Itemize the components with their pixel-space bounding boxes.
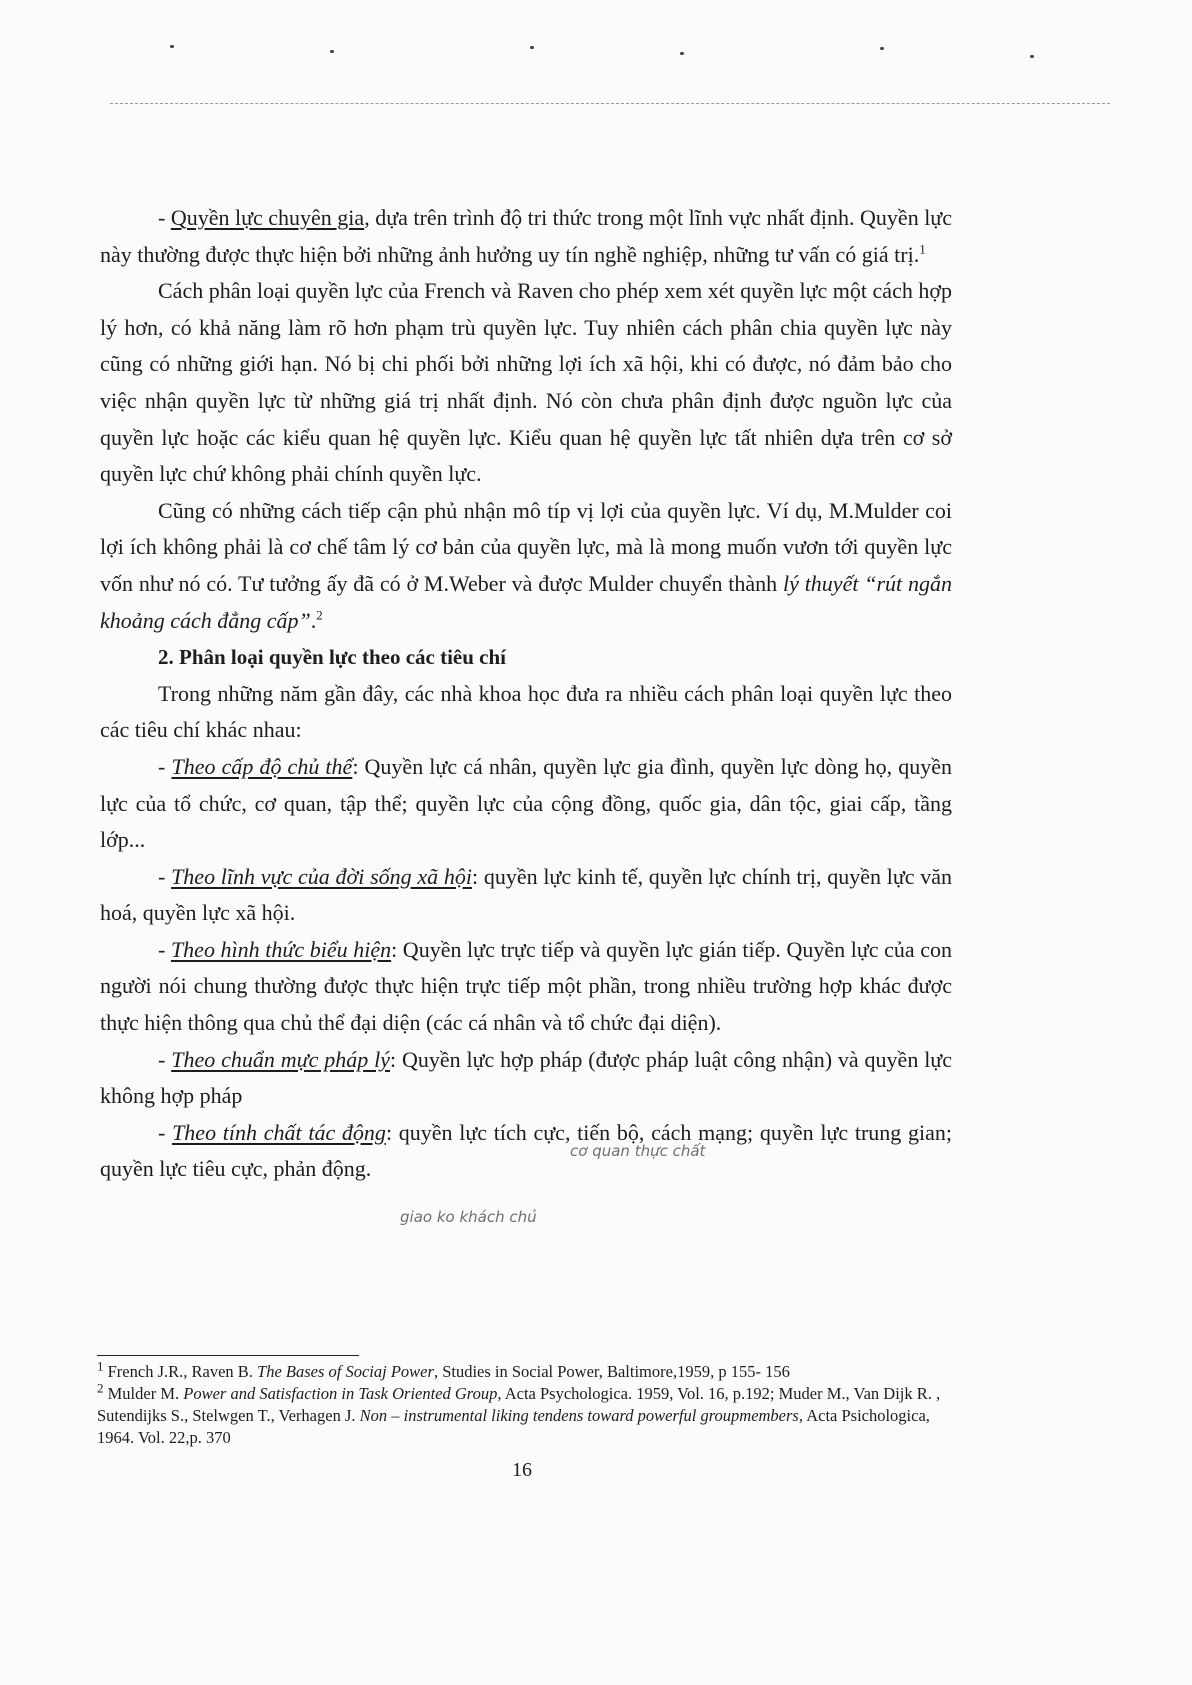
text-run: - (158, 1046, 172, 1072)
scan-speck (880, 47, 884, 50)
text-run: Trong những năm gần đây, các nhà khoa học đưa ra nhiều cách phân loại quyền lực theo các tiêu chí khác nhau: (100, 680, 952, 743)
footnote-rule (97, 1355, 359, 1356)
text-run: : Quyền lực hợp pháp (được pháp luật công nhận) và quyền lực không hợp pháp (100, 1046, 952, 1109)
text-run: . (310, 607, 317, 633)
text-run: 2. Phân loại quyền lực theo các tiêu chí (158, 645, 507, 670)
text-run: Theo tính chất tác động (172, 1119, 386, 1145)
text-run: Theo hình thức biểu hiện (170, 936, 392, 962)
scan-speck (530, 46, 534, 49)
paragraph (100, 493, 952, 639)
handwritten-note: cơ quan thực chất (570, 1142, 706, 1160)
footnote (97, 1358, 957, 1383)
text-run: - (158, 936, 171, 962)
text-run: , dựa trên trình độ tri thức trong một lĩnh vực nhất định. Quyền lực này thường được thực hiện bởi những ảnh hưởng uy tín nghề nghiệp, những tư vấn có giá trị. (100, 205, 952, 267)
text-run: - (158, 205, 171, 230)
text-run: : quyền lực tích cực, tiến bộ, cách mạng; quyền lực trung gian; quyền lực tiêu cực, phản động. (100, 1119, 953, 1182)
text-run: lý thuyết “rút ngắn khoảng cách đẳng cấp” (100, 570, 952, 633)
text-run: : quyền lực kinh tế, quyền lực chính trị, quyền lực văn hoá, quyền lực xã hội. (100, 863, 952, 926)
text-run: , Acta Psychologica. 1959, Vol. 16, p.192; Muder M., Van Dijk R. , Sutendijks S., Stelwgen T., Verhagen J. (97, 1384, 941, 1425)
text-run: Cách phân loại quyền lực của French và Raven cho phép xem xét quyền lực một cách hợp lý hơn, có khả năng làm rõ hơn phạm trù quyền lực. Tuy nhiên cách phân chia quyền lực này cũng có những giới hạn. Nó bị chi phối bởi những lợi ích xã hội, khi có được, nó đảm bảo cho việc nhận quyền lực từ những giá trị nhất định. Nó còn chưa phân định được nguồn lực của quyền lực hoặc các kiểu quan hệ quyền lực. Kiểu quan hệ quyền lực tất nhiên dựa trên cơ sở quyền lực chứ không phải chính quyền lực. (100, 278, 952, 487)
paragraph (100, 1115, 952, 1188)
text-run: - (158, 863, 172, 889)
text-run: Theo chuẩn mực pháp lý (171, 1046, 390, 1072)
text-run: , Acta Psichologica, 1964. Vol. 22,p. 370 (97, 1406, 930, 1447)
text-run: Power and Satisfaction in Task Oriented Group (183, 1384, 498, 1403)
scan-speck (170, 45, 174, 48)
scan-speck (330, 50, 334, 53)
text-run: : Quyền lực cá nhân, quyền lực gia đình, quyền lực dòng họ, quyền lực của tổ chức, cơ quan, tập thể; quyền lực của cộng đồng, quốc gia, dân tộc, giai cấp, tầng lớp... (100, 753, 953, 853)
main-text (100, 200, 952, 1188)
paragraph (100, 676, 952, 749)
footnote (97, 1380, 957, 1449)
paragraph (100, 749, 952, 859)
footnote-ref: 1 (919, 241, 926, 257)
text-run: The Bases of Sociaj Power (257, 1362, 434, 1381)
text-run: , Studies in Social Power, Baltimore,1959, p 155- 156 (433, 1362, 790, 1381)
paragraph (100, 932, 952, 1042)
text-run: Mulder M. (103, 1384, 184, 1403)
text-run: Theo lĩnh vực của đời sống xã hội (171, 863, 472, 889)
paragraph (100, 859, 952, 932)
text-run: - (158, 753, 172, 779)
scan-speck (1030, 55, 1034, 58)
paragraph (100, 200, 952, 273)
text-run: Non – instrumental liking tendens toward powerful groupmembers (359, 1406, 799, 1425)
page-number: 16 (512, 1459, 532, 1481)
text-run: French J.R., Raven B. (103, 1362, 258, 1381)
text-run: - (158, 1119, 173, 1145)
handwritten-note: giao ko khách chủ (400, 1208, 537, 1226)
header-rule (110, 103, 1110, 104)
text-run: : Quyền lực trực tiếp và quyền lực gián tiếp. Quyền lực của con người nói chung thường được thực hiện trực tiếp một phần, trong nhiều trường hợp khác được thực hiện thông qua chủ thể đại diện (các cá nhân và tổ chức đại diện). (100, 936, 953, 1036)
section-heading (100, 639, 952, 676)
paragraph (100, 1042, 952, 1115)
text-run: Quyền lực chuyên gia (170, 205, 365, 230)
footnotes (97, 1358, 957, 1449)
text-run: Theo cấp độ chủ thể (171, 753, 353, 779)
text-run: Cũng có những cách tiếp cận phủ nhận mô típ vị lợi của quyền lực. Ví dụ, M.Mulder coi lợi ích không phải là cơ chế tâm lý cơ bản của quyền lực, mà là mong muốn vươn tới quyền lực vốn như nó có. Tư tưởng ấy đã có ở M.Weber và được Mulder chuyển thành (100, 497, 952, 596)
scan-speck (680, 52, 684, 55)
footnote-ref: 2 (97, 1380, 104, 1396)
paragraph (100, 273, 952, 493)
footnote-ref: 2 (316, 607, 323, 623)
footnote-ref: 1 (97, 1358, 104, 1374)
